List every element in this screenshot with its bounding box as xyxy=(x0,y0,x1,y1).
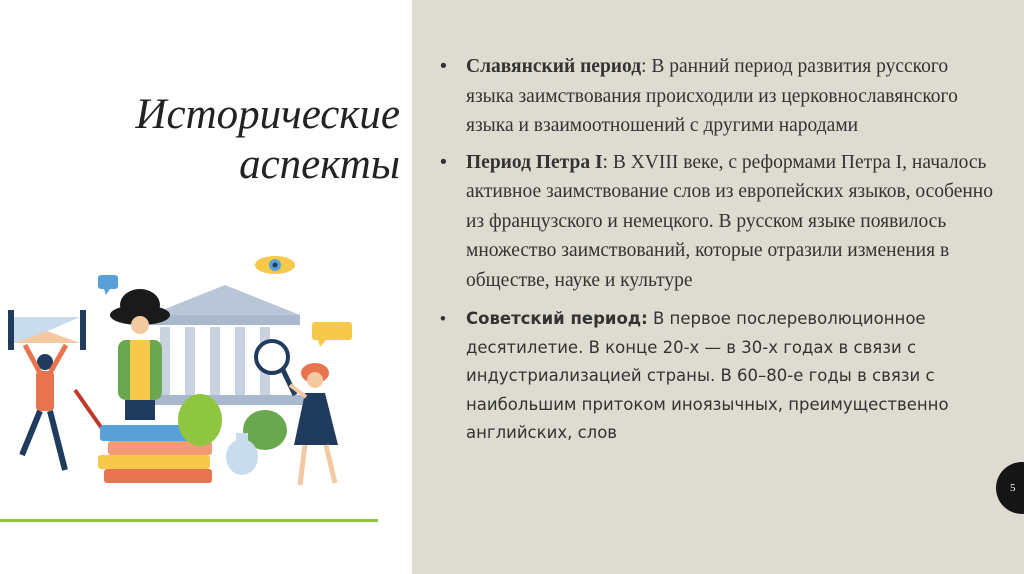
hourglass-icon xyxy=(8,310,86,350)
bullet-term: Славянский период xyxy=(466,56,642,77)
woman-figure xyxy=(290,363,338,485)
bullet-text: : В XVIII веке, с реформами Петра I, началось активное заимствование слов из европейских языков, особенно из французского и немецкого. В русском языке появилось множество заимствований, которые отразили изменения в обществе, науке и культуре xyxy=(466,151,993,291)
bullet-dot: • xyxy=(440,55,447,77)
bullet-dot: • xyxy=(440,150,447,173)
bullet-item xyxy=(440,148,1000,296)
bullet-text: В первое послереволюционное десятилетие. В конце 20-х — в 30-х годах в связи с индустриализацией страны. В 60–80-е годы в связи с наибольшим притоком иноязычных, преимущественно английских, слов xyxy=(466,309,949,442)
page-number: 5 xyxy=(1010,482,1016,494)
plant-shape xyxy=(178,394,222,446)
history-illustration xyxy=(0,245,360,495)
left-panel xyxy=(0,0,412,574)
eye-icon xyxy=(255,256,295,274)
bullet-list xyxy=(440,52,1000,448)
accent-rule xyxy=(0,519,378,522)
bullet-term: Период Петра I xyxy=(466,151,603,173)
title-line-2: аспекты xyxy=(239,141,400,188)
bullet-item xyxy=(440,52,1000,141)
bullet-dot: • xyxy=(440,310,446,328)
bullet-term: Советский период: xyxy=(466,309,648,328)
man-figure xyxy=(22,345,66,470)
bullet-text: : В ранний период развития русского языка заимствования происходили из церковнославянского языка и взаимоотношений с другими народами xyxy=(466,56,958,136)
bullet-item xyxy=(440,305,1000,448)
title-line-1: Исторические xyxy=(135,91,400,138)
slide-title xyxy=(80,90,400,190)
